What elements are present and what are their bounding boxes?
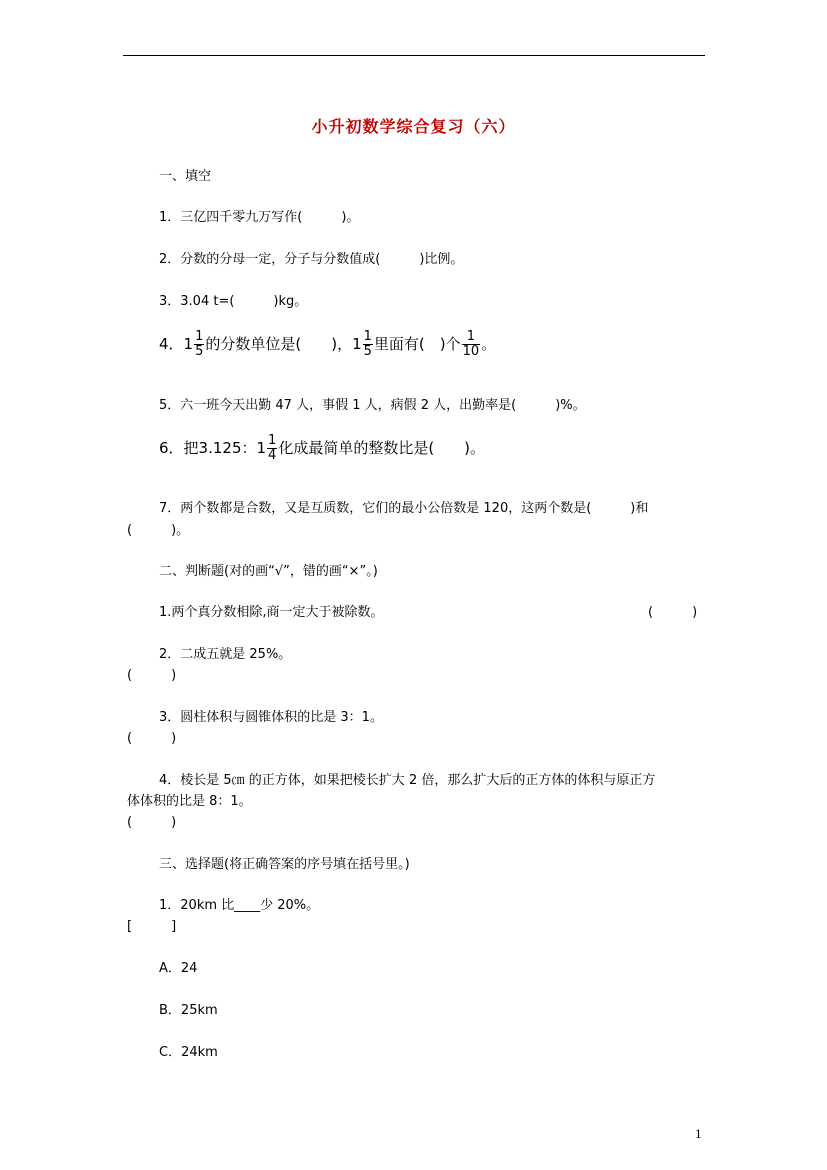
page-title: 小升初数学综合复习（六） [311,117,516,136]
question-2-1: 1.两个真分数相除,商一定大于被除数。 [159,605,384,620]
header-rule [123,55,705,56]
q4-mid1: 的分数单位是( )， [205,335,353,353]
q6-prefix: 6．把3.125： [159,439,257,457]
page-number: 1 [695,1128,702,1141]
q4-fraction-1 [194,330,204,359]
option-a: A．24 [159,961,198,976]
section2-heading: 二、判断题(对的画“√”，错的画“×”。) [159,564,378,579]
q6-fraction [267,434,277,463]
question-2-4-line1: 4．棱长是 5㎝ 的正方体，如果把棱长扩大 2 倍，那么扩大后的正方体的体积与原正方 [159,773,656,788]
question-3-1-answer-bracket: [ ] [127,919,177,934]
q4-fraction-1-numerator: 1 [195,329,204,344]
q4-fraction-2-numerator: 1 [363,329,372,344]
question-2-3: 3．圆柱体积与圆锥体积的比是 3：1。 [159,710,383,725]
question-1-5: 5．六一班今天出勤 47 人，事假 1 人，病假 2 人，出勤率是( )%。 [159,398,586,413]
section1-heading: 一、填空 [159,169,212,184]
question-2-4-line2: 体体积的比是 8：1。 [127,794,252,809]
question-2-1-answer-paren: ( ) [648,605,698,620]
q6-fraction-numerator: 1 [268,433,277,448]
question-1-4 [159,330,496,359]
question-2-3-answer-paren: ( ) [127,731,177,746]
q4-fraction-3-denominator: 10 [462,344,480,359]
question-1-2: 2．分数的分母一定，分子与分数值成( )比例。 [159,252,464,267]
question-1-3: 3．3.04 t=( )kg。 [159,294,308,309]
section3-heading: 三、选择题(将正确答案的序号填在括号里。) [159,857,410,872]
q4-fraction-2-denominator: 5 [363,344,372,359]
q4-whole2: 1 [352,335,362,353]
q6-fraction-denominator: 4 [268,448,277,463]
question-2-2-answer-paren: ( ) [127,668,177,683]
q4-mid2: 里面有( )个 [373,335,461,353]
question-1-6 [159,434,485,463]
q6-whole: 1 [256,439,267,457]
q4-end: 。 [481,335,497,353]
question-3-1: 1．20km 比____少 20%。 [159,898,320,913]
q4-fraction-2 [363,330,373,359]
question-2-2: 2．二成五就是 25%。 [159,647,292,662]
question-2-4-answer-paren: ( ) [127,815,177,830]
option-b: B．25km [159,1003,218,1018]
question-1-7-line2: ( )。 [127,523,190,538]
question-1-7-line1: 7．两个数都是合数，又是互质数，它们的最小公倍数是 120，这两个数是( )和 [159,501,649,516]
q4-fraction-1-denominator: 5 [195,344,204,359]
option-c: C．24km [159,1045,218,1060]
q6-end: 化成最简单的整数比是( )。 [278,439,486,457]
question-1-1: 1．三亿四千零九万写作( )。 [159,210,360,225]
q4-prefix: 4． [159,335,184,353]
q4-whole1: 1 [183,335,194,353]
q4-fraction-3 [462,330,481,359]
q4-fraction-3-numerator: 1 [466,329,476,344]
